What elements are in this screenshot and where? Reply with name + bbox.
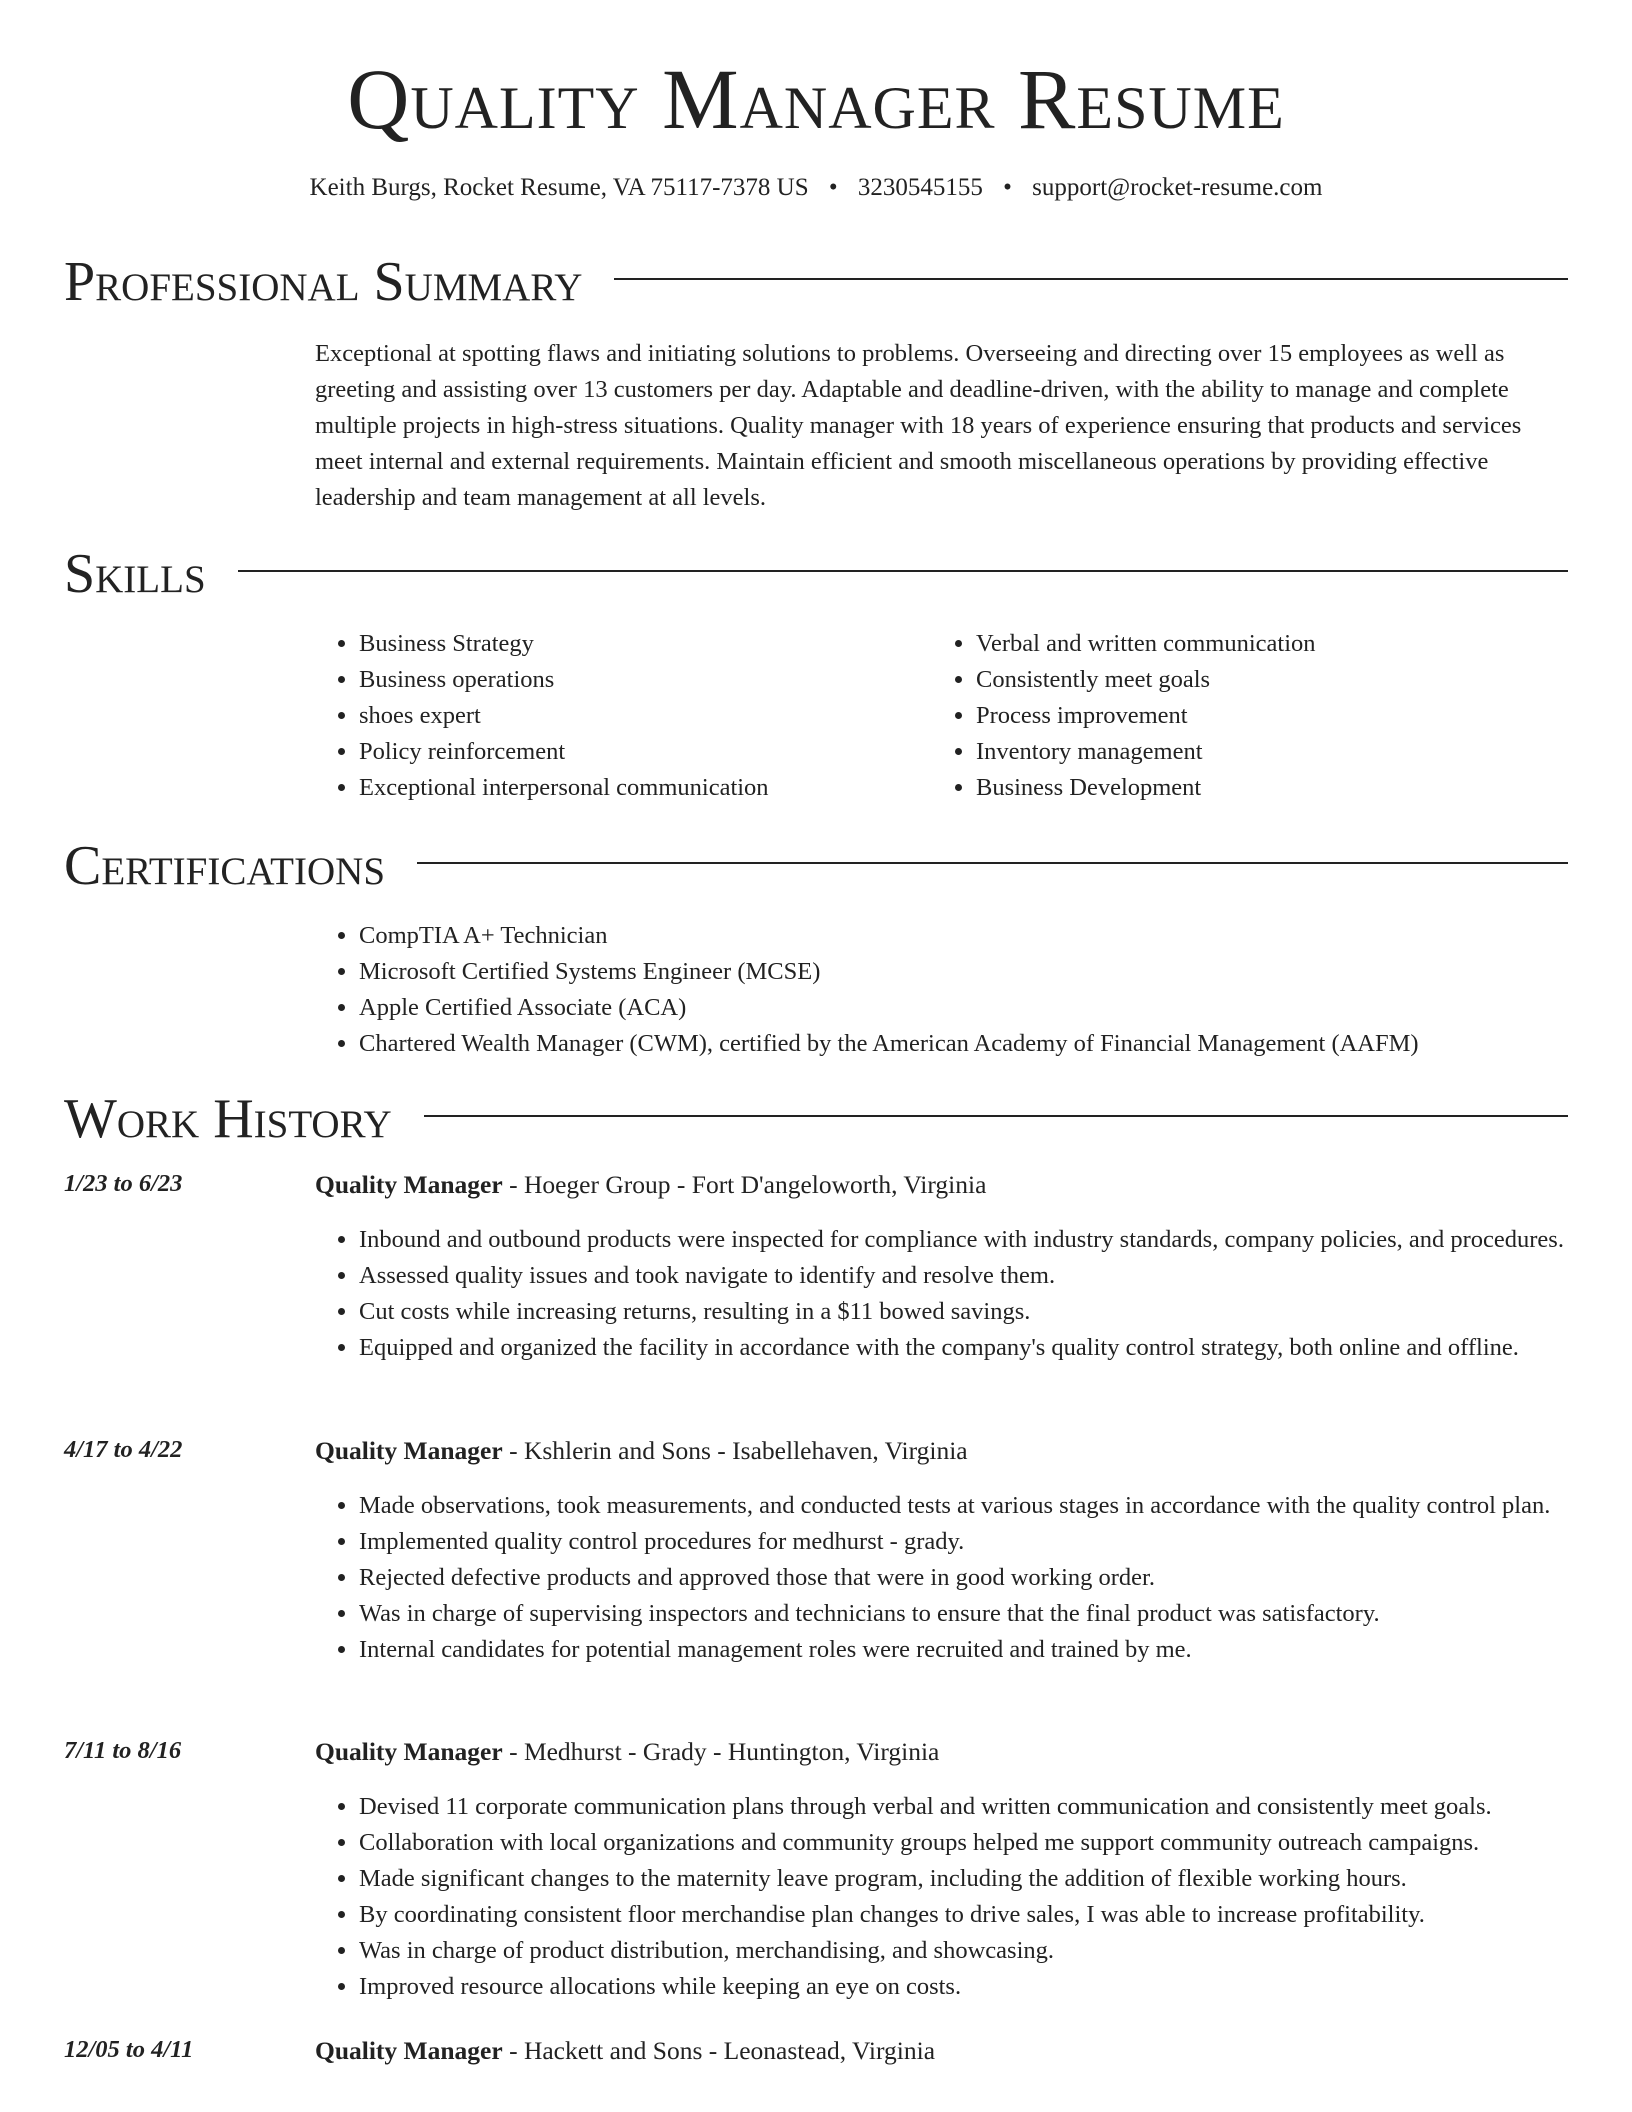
certifications-heading: Certifications: [64, 835, 386, 897]
skills-left-column: [315, 626, 915, 806]
job-bullet: • Made observations, took measurements, and conducted tests at various stages in accordance with the quality control plan.: [359, 1488, 1575, 1524]
job-bullet: • Inbound and outbound products were inspected for compliance with industry standards, company policies, and procedures.: [359, 1222, 1575, 1258]
contact-email[interactable]: support@rocket-resume.com: [1032, 174, 1323, 201]
job-header: [315, 1170, 986, 1200]
summary-section-header: [64, 251, 1568, 313]
certifications-list: [315, 918, 1575, 1062]
skill-item: • Verbal and written communication: [976, 626, 1532, 662]
job-bullet: • Improved resource allocations while keeping an eye on costs.: [359, 1969, 1575, 2005]
skill-item: • Business operations: [359, 662, 915, 698]
job-dates: 1/23 to 6/23: [64, 1170, 183, 1197]
work-section-header: [64, 1088, 1568, 1150]
job-bullets: [315, 1222, 1575, 1366]
skill-item: • Consistently meet goals: [976, 662, 1532, 698]
job-dates: 7/11 to 8/16: [64, 1737, 182, 1764]
certifications-section-header: [64, 835, 1568, 897]
job-header: [315, 1436, 968, 1466]
job-title: Quality Manager: [315, 1737, 503, 1766]
job-company-location: - Hoeger Group - Fort D'angeloworth, Virginia: [502, 1170, 987, 1199]
certifications-block: [315, 918, 1575, 1062]
job-header: [315, 2036, 935, 2066]
skills-list: [315, 626, 915, 806]
skill-item: • shoes expert: [359, 698, 915, 734]
job-bullet: • Implemented quality control procedures for medhurst - grady.: [359, 1524, 1575, 1560]
skills-section-header: [64, 543, 1568, 605]
skills-heading: Skills: [64, 543, 206, 605]
job-bullets: [315, 1488, 1575, 1668]
skills-right-column: [932, 626, 1532, 806]
contact-separator: •: [1003, 174, 1012, 201]
section-divider: [417, 862, 1568, 864]
job-bullet: • Equipped and organized the facility in accordance with the company's quality control strategy, both online and offline.: [359, 1330, 1575, 1366]
job-title: Quality Manager: [315, 2036, 503, 2065]
job-bullet: • Made significant changes to the maternity leave program, including the addition of flexible working hours.: [359, 1861, 1575, 1897]
job-bullet: • Collaboration with local organizations and community groups helped me support community outreach campaigns.: [359, 1825, 1575, 1861]
summary-text: Exceptional at spotting flaws and initiating solutions to problems. Overseeing and directing over 15 employees as well as greeting and assisting over 13 customers per day. Adaptable and deadline-driven, with the ability to manage and complete multiple projects in high-stress situations. Quality manager with 18 years of experience ensuring that products and services meet internal and external requirements. Maintain efficient and smooth miscellaneous operations by providing effective leadership and team management at all levels.: [315, 340, 1522, 511]
resume-title: Quality Manager Resume: [347, 51, 1285, 147]
skill-item: • Exceptional interpersonal communication: [359, 770, 915, 806]
job-bullet: • Internal candidates for potential management roles were recruited and trained by me.: [359, 1632, 1575, 1668]
certification-item: • CompTIA A+ Technician: [359, 918, 1575, 954]
job-title: Quality Manager: [315, 1170, 503, 1199]
contact-separator: •: [828, 174, 838, 201]
job-bullet: • Rejected defective products and approved those that were in good working order.: [359, 1560, 1575, 1596]
job-bullet: • By coordinating consistent floor merchandise plan changes to drive sales, I was able to increase profitability.: [359, 1897, 1575, 1933]
job-dates: 4/17 to 4/22: [64, 1436, 183, 1463]
section-divider: [614, 278, 1568, 280]
skill-item: • Inventory management: [976, 734, 1532, 770]
job-bullet: • Assessed quality issues and took navigate to identify and resolve them.: [359, 1258, 1575, 1294]
job-bullets: [315, 1789, 1575, 2005]
job-title: Quality Manager: [315, 1436, 503, 1465]
job-bullet: • Was in charge of supervising inspectors and technicians to ensure that the final product was satisfactory.: [359, 1596, 1575, 1632]
job-company-location: - Medhurst - Grady - Huntington, Virginia: [502, 1737, 940, 1766]
contact-line: [0, 174, 1632, 202]
skill-item: • Policy reinforcement: [359, 734, 915, 770]
skill-item: • Business Strategy: [359, 626, 915, 662]
job-company-location: - Hackett and Sons - Leonastead, Virginia: [502, 2036, 936, 2065]
certification-item: • Microsoft Certified Systems Engineer (MCSE): [359, 954, 1575, 990]
job-dates: 12/05 to 4/11: [64, 2036, 194, 2063]
job-bullet: • Devised 11 corporate communication plans through verbal and written communication and consistently meet goals.: [359, 1789, 1575, 1825]
skills-list: [932, 626, 1532, 806]
contact-address: Keith Burgs, Rocket Resume, VA 75117-7378 US: [309, 174, 809, 201]
job-bullet: • Was in charge of product distribution, merchandising, and showcasing.: [359, 1933, 1575, 1969]
skill-item: • Process improvement: [976, 698, 1532, 734]
summary-heading: Professional Summary: [64, 251, 583, 313]
job-company-location: - Kshlerin and Sons - Isabellehaven, Virginia: [502, 1436, 968, 1465]
contact-phone: 3230545155: [857, 174, 983, 201]
certification-item: • Chartered Wealth Manager (CWM), certified by the American Academy of Financial Management (AAFM): [359, 1026, 1575, 1062]
job-bullet: • Cut costs while increasing returns, resulting in a $11 bowed savings.: [359, 1294, 1575, 1330]
skill-item: • Business Development: [976, 770, 1532, 806]
certification-item: • Apple Certified Associate (ACA): [359, 990, 1575, 1026]
work-heading: Work History: [64, 1088, 392, 1150]
section-divider: [424, 1115, 1568, 1117]
job-header: [315, 1737, 939, 1767]
section-divider: [238, 570, 1568, 572]
